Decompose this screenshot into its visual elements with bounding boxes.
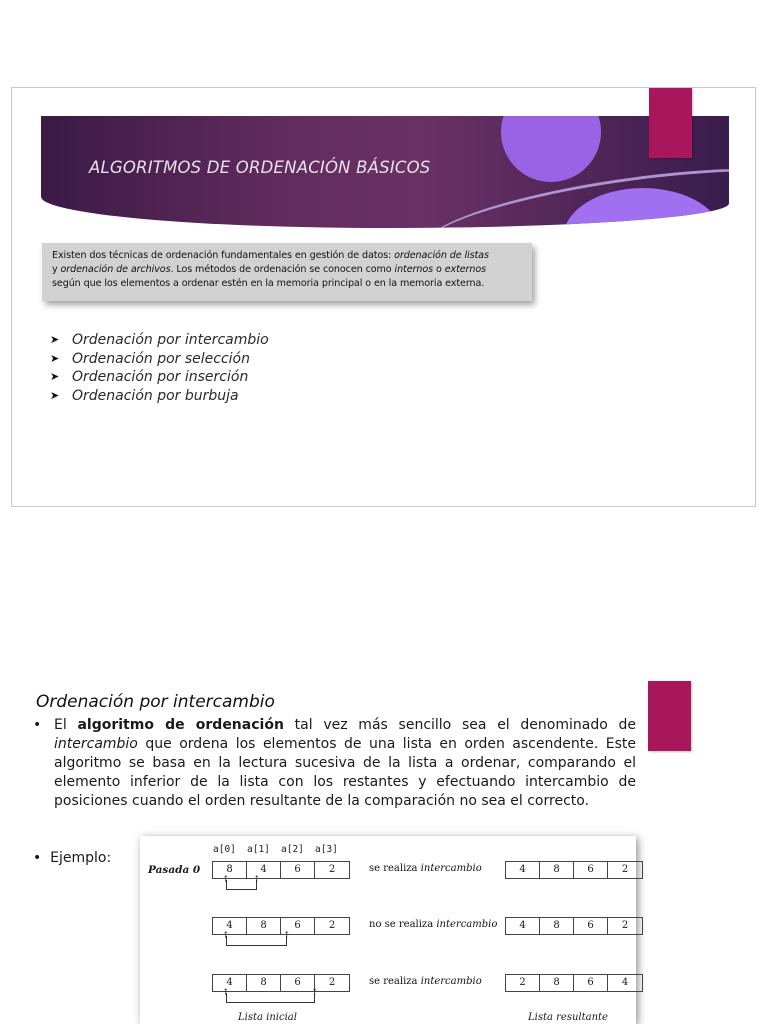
arrow-up-icon: ↑	[222, 988, 230, 998]
index-label: a[0]	[213, 844, 236, 855]
title-banner	[41, 116, 729, 228]
list-item: ➤ Ordenación por inserción	[50, 369, 249, 385]
index-label: a[2]	[281, 844, 304, 855]
row-note: no se realiza intercambio	[369, 919, 498, 930]
arrow-up-icon: ↑	[311, 988, 319, 998]
swap-bracket	[226, 936, 287, 946]
accent-tab	[648, 681, 691, 751]
example-label: • Ejemplo:	[33, 850, 112, 866]
input-array: 8 4 6 2	[212, 861, 350, 879]
example-figure	[140, 836, 636, 1024]
methods-list	[50, 331, 269, 405]
row-note: se realiza intercambio	[369, 976, 482, 987]
arrow-up-icon: ↑	[283, 931, 291, 941]
list-item: ➤ Ordenación por selección	[50, 350, 250, 367]
arrow-up-icon: ↑	[222, 931, 230, 941]
arrow-bullet-icon: ➤	[50, 388, 60, 402]
list-item: ➤ Ordenación por burbuja	[50, 387, 239, 404]
arrow-bullet-icon: ➤	[50, 333, 60, 346]
slide-1	[11, 87, 756, 507]
output-array: 4 8 6 2	[505, 917, 643, 935]
intro-callout: Existen dos técnicas de ordenación fundamentales en gestión de datos: ordenación de listas y ordenación de archivos. Los métodos de ordenación se conocen como internos o externos según que los elementos a ordenar estén en la memoria principal o en la memoria externa.	[42, 243, 532, 301]
input-array: 4 8 6 2	[212, 974, 350, 992]
index-label: a[1]	[247, 844, 270, 855]
decorative-circle	[501, 116, 601, 182]
input-array: 4 8 6 2	[212, 917, 350, 935]
index-label: a[3]	[315, 844, 338, 855]
row-note: se realiza intercambio	[369, 863, 482, 874]
caption-right: Lista resultante	[528, 1012, 608, 1023]
output-array: 2 8 6 4	[505, 974, 643, 992]
caption-left: Lista inicial	[238, 1012, 297, 1023]
description-paragraph: • El algoritmo de ordenación tal vez más sencillo sea el denominado de intercambio que ordena los elementos de una lista en orden ascendente. Este algoritmo se basa en la lectura sucesiva de la lista a ordenar, comparando el elemento inferior de la lista con los restantes y efectuando intercambio de posiciones cuando el orden resultante de la comparación no sea el correcto.	[33, 717, 637, 809]
swap-bracket	[226, 993, 315, 1003]
arrow-bullet-icon: ➤	[50, 370, 60, 383]
arrow-up-icon: ↑	[253, 875, 261, 885]
arrow-bullet-icon: ➤	[50, 351, 60, 365]
arrow-up-icon: ↑	[222, 875, 230, 885]
accent-tab	[649, 88, 692, 158]
section-title: Ordenación por intercambio	[36, 692, 275, 712]
list-item: ➤ Ordenación por intercambio	[50, 332, 269, 348]
output-array: 4 8 6 2	[505, 861, 643, 879]
bullet-icon: •	[33, 717, 42, 733]
slide-title: ALGORITMOS DE ORDENACIÓN BÁSICOS	[89, 158, 431, 177]
pass-label: Pasada 0	[148, 864, 201, 876]
